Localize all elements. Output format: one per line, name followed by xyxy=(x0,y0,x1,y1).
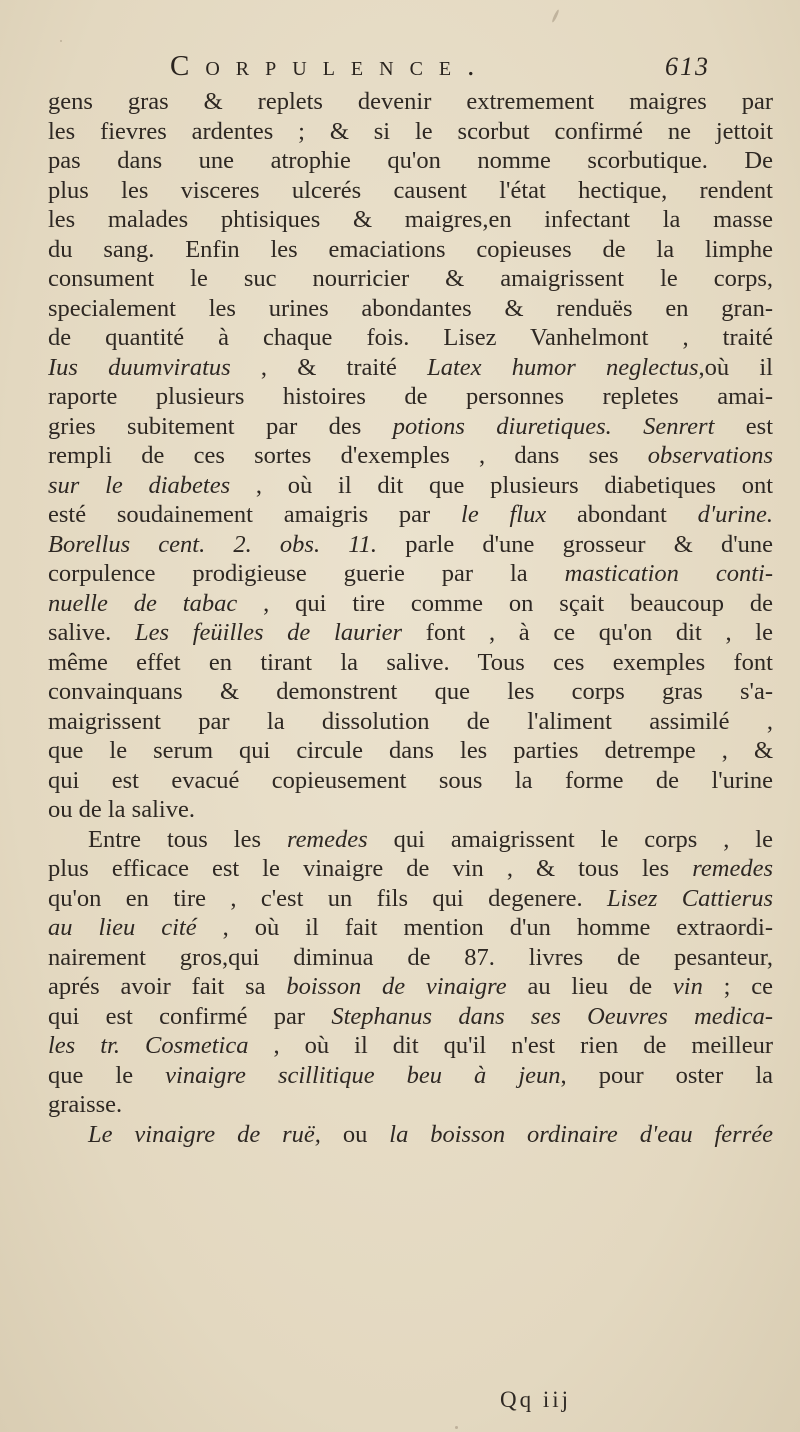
text-line xyxy=(48,471,773,501)
text-line xyxy=(48,766,773,796)
text-line xyxy=(48,117,773,147)
text-line xyxy=(48,1031,773,1061)
text-run: du sang. Enfin les emaciations copieuses de la limphe xyxy=(48,235,773,263)
text-run: rempli de ces sortes d'exemples , dans ses xyxy=(48,442,648,469)
text-run: ou xyxy=(320,1120,390,1148)
text-line xyxy=(48,353,773,383)
text-run: ou de la salive. xyxy=(48,796,195,823)
text-line xyxy=(48,146,773,176)
text-line xyxy=(48,1120,773,1150)
text-line xyxy=(48,943,773,973)
text-line xyxy=(48,530,773,560)
text-line xyxy=(48,205,773,235)
text-run: au lieu de xyxy=(506,973,673,1000)
text-run: même effet en tirant la salive. Tous ces exemples font xyxy=(48,648,773,676)
text-line xyxy=(48,323,773,353)
text-run: gries subitement par des xyxy=(48,412,393,440)
italic-text: vin xyxy=(672,973,703,1000)
body-text xyxy=(48,87,773,1149)
text-line xyxy=(48,884,773,914)
text-run: est xyxy=(714,412,773,440)
italic-text: Borellus cent. 2. obs. 11. xyxy=(48,530,378,558)
text-run: corpulence prodigieuse guerie par la xyxy=(48,560,565,587)
text-run: gens gras & replets devenir extremement maigres par xyxy=(48,88,773,115)
text-line xyxy=(48,795,773,825)
text-line xyxy=(48,618,773,648)
text-line xyxy=(48,736,773,766)
italic-text: Ius duumviratus xyxy=(48,353,231,381)
text-run: les fievres ardentes ; & si le scorbut confirmé ne jettoit xyxy=(48,117,773,145)
text-line xyxy=(48,972,773,1002)
text-line xyxy=(48,294,773,324)
italic-text: la boisson ordinaire d'eau ferrée xyxy=(389,1120,773,1148)
text-line xyxy=(48,648,773,678)
italic-text: nuelle de tabac xyxy=(48,589,238,617)
text-line xyxy=(48,1002,773,1032)
text-run: plus les visceres ulcerés causent l'état hectique, rendent xyxy=(48,176,773,204)
text-run: qui est evacué copieusement sous la forme de l'urine xyxy=(48,766,773,794)
text-run: salive. xyxy=(48,619,135,646)
italic-text: d'urine. xyxy=(697,501,773,528)
text-line xyxy=(48,825,773,855)
italic-text: le flux xyxy=(461,501,547,528)
text-run: ; ce xyxy=(702,973,773,1000)
text-run: qu'on en tire , c'est un fils qui degenere. xyxy=(48,884,608,912)
italic-text: remedes xyxy=(286,825,368,853)
ink-speck xyxy=(455,1426,458,1429)
italic-text: Le vinaigre de ruë, xyxy=(88,1120,321,1148)
ink-speck xyxy=(60,40,62,42)
italic-text: Stephanus dans ses Oeuvres medica- xyxy=(331,1002,773,1030)
signature-mark: Qq iij xyxy=(500,1387,572,1412)
text-run: de quantité à chaque fois. Lisez Vanhelmont , traité xyxy=(48,324,773,351)
italic-text: observations xyxy=(647,442,773,469)
page-header xyxy=(170,50,710,90)
text-run: font , à ce qu'on dit , le xyxy=(402,619,773,646)
text-line xyxy=(48,500,773,530)
text-line xyxy=(48,1061,773,1091)
text-run: , qui tire comme on sçait beaucoup de xyxy=(237,589,773,617)
page-number: 613 xyxy=(665,52,710,81)
text-run: ,où il xyxy=(698,353,773,381)
text-run: , & traité xyxy=(230,353,428,381)
italic-text: mastication conti- xyxy=(564,560,773,587)
text-line xyxy=(48,176,773,206)
text-run: plus efficace est le vinaigre de vin , & tous les xyxy=(48,855,693,882)
text-line xyxy=(48,235,773,265)
italic-text: remedes xyxy=(692,855,773,882)
text-line xyxy=(48,264,773,294)
text-run: consument le suc nourricier & amaigrissent le corps, xyxy=(48,265,773,292)
text-line xyxy=(48,707,773,737)
italic-text: Les feüilles de laurier xyxy=(134,619,403,646)
text-run: convainquans & demonstrent que les corps gras s'a- xyxy=(48,678,773,705)
text-line xyxy=(48,854,773,884)
italic-text: les tr. Cosmetica xyxy=(48,1032,249,1059)
italic-text: Lisez Cattierus xyxy=(607,884,773,912)
italic-text: Latex humor neglectus xyxy=(427,353,699,381)
text-run: aprés avoir fait sa xyxy=(48,973,287,1000)
text-line xyxy=(48,913,773,943)
text-run: , où il dit qu'il n'est rien de meilleur xyxy=(248,1032,773,1059)
text-run: specialement les urines abondantes & renduës en gran- xyxy=(48,294,773,322)
ink-speck xyxy=(551,9,560,23)
text-run: abondant xyxy=(546,501,698,528)
text-run: les malades phtisiques & maigres,en infectant la masse xyxy=(48,206,773,233)
text-run: , pour oster la xyxy=(560,1061,773,1089)
text-line xyxy=(48,559,773,589)
text-run: maigrissent par la dissolution de l'aliment assimilé , xyxy=(48,707,773,735)
text-run: parle d'une grosseur & d'une xyxy=(377,530,773,558)
text-run: raporte plusieurs histoires de personnes repletes amai- xyxy=(48,383,773,410)
text-run: esté soudainement amaigris par xyxy=(48,501,462,528)
running-title: Corpulence. xyxy=(170,50,491,82)
text-line xyxy=(48,412,773,442)
text-run: nairement gros,qui diminua de 87. livres de pesanteur, xyxy=(48,943,773,971)
italic-text: sur le diabetes xyxy=(48,471,231,499)
text-run: que le serum qui circule dans les parties detrempe , & xyxy=(48,737,773,764)
text-run: graisse. xyxy=(48,1091,123,1118)
text-run: , où il dit que plusieurs diabetiques ont xyxy=(230,471,773,499)
italic-text: potions diuretiques. Senrert xyxy=(392,412,715,440)
text-run: qui est confirmé par xyxy=(48,1002,332,1030)
text-line xyxy=(48,87,773,117)
text-line xyxy=(48,1090,773,1120)
text-line xyxy=(48,441,773,471)
italic-text: au lieu cité xyxy=(48,914,197,941)
text-run: qui amaigrissent le corps , le xyxy=(367,825,773,853)
text-run: que le xyxy=(48,1061,166,1089)
text-run: Entre tous les xyxy=(88,825,287,853)
italic-text: boisson de vinaigre xyxy=(286,973,507,1000)
text-line xyxy=(48,589,773,619)
text-run: , où il fait mention d'un homme extraordi- xyxy=(196,914,773,941)
italic-text: vinaigre scillitique beu à jeun xyxy=(165,1061,561,1089)
text-run: pas dans une atrophie qu'on nomme scorbutique. De xyxy=(48,147,773,174)
text-line xyxy=(48,677,773,707)
text-line xyxy=(48,382,773,412)
